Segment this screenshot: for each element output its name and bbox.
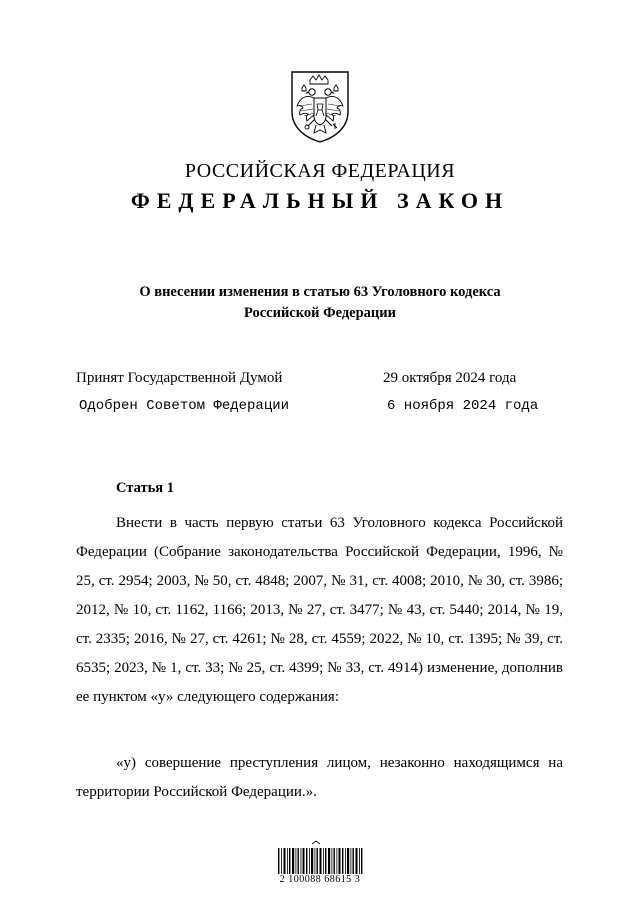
article-paragraph-amendment: «у) совершение преступления лицом, незаконно находящимся на территории Российской Федерации.». [76,755,563,800]
law-type-heading: ФЕДЕРАЛЬНЫЙ ЗАКОН [130,188,510,213]
article-paragraph: Внести в часть первую статьи 63 Уголовного кодекса Российской Федерации (Собрание законодательства Российской Федерации, 1996, № 25, ст. 2954; 2003, № 50, ст. 4848; 2007, № 31, ст. 4008; 2010, № 30, ст. 3986; 2012, № 10, ст. 1162, 1166; 2013, № 27, ст. 3477; № 43, ст. 5440; 2014, № 19, ст. 2335; 2016, № 27, ст. 4261; № 28, ст. 4559; 2022, № 10, ст. 1395; № 39, ст. 6535; 2023, № 1, ст. 33; № 25, ст. 4399; № 33, ст. 4914) изменение, дополнив ее пунктом «у» следующего содержания: [76,515,563,705]
coat-of-arms-icon [288,68,352,144]
duma-adoption-label: Принят Государственной Думой [76,370,283,386]
article-heading: Статья 1 [116,480,174,496]
duma-adoption-date: 29 октября 2024 года [383,370,517,386]
barcode-number: 2 100088 68615 3 [279,874,361,885]
law-title-line: Российской Федерации [243,305,396,321]
council-approval-date: 6 ноября 2024 года [387,398,539,414]
law-title-line: О внесении изменения в статью 63 Уголовного кодекса [139,284,501,300]
council-approval-label: Одобрен Советом Федерации [79,398,290,414]
barcode-icon [276,840,364,878]
law-title [0,282,640,324]
country-name: РОССИЙСКАЯ ФЕДЕРАЦИЯ [184,160,456,182]
